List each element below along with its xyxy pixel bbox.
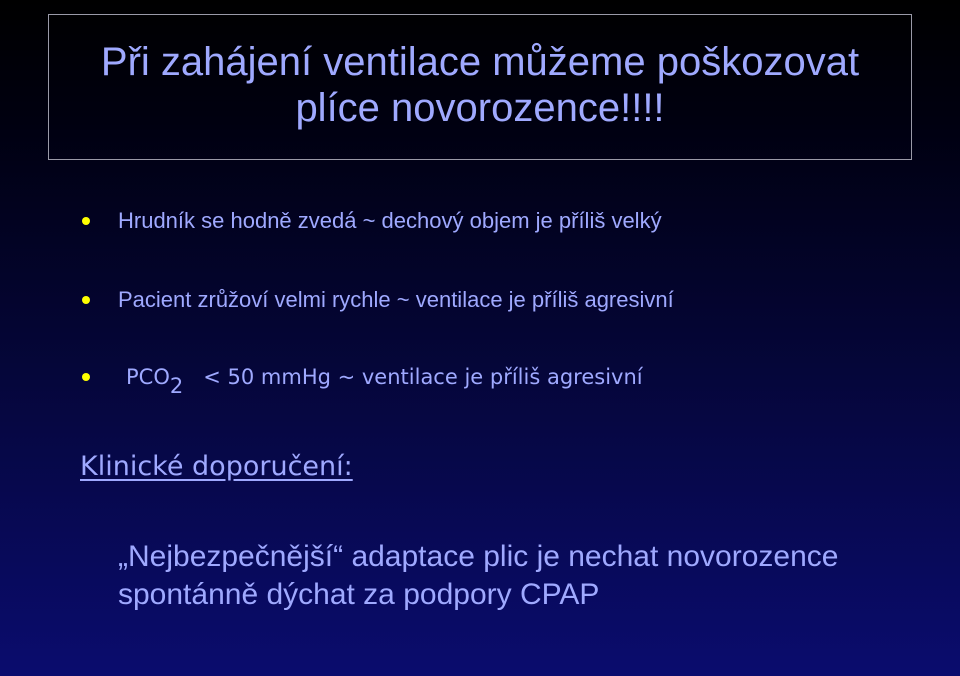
bullet-text-2: Pacient zrůžoví velmi rychle ~ ventilace je příliš agresivní: [118, 287, 674, 312]
bullet-text-1: Hrudník se hodně zvedá ~ dechový objem je příliš velký: [118, 208, 662, 233]
bullet-dot-icon: [82, 373, 90, 381]
recommendation-line-2: spontánně dýchat za podpory CPAP: [118, 578, 600, 611]
pco-text: < 50 mmHg ~ ventilace je příliš agresivní: [203, 365, 643, 389]
title-frame: [48, 14, 912, 160]
bullet-dot-icon: [82, 296, 90, 304]
bullet-text-3: [126, 364, 643, 398]
recommendation-heading: Klinické doporučení:: [80, 451, 353, 482]
recommendation-text: [118, 538, 838, 614]
pco-subscript: 2: [169, 374, 184, 398]
bullet-dot-icon: [82, 217, 90, 225]
title-line-2: plíce novorozence!!!!: [295, 86, 665, 130]
slide-title: [49, 39, 911, 131]
recommendation-line-1: „Nejbezpečnější“ adaptace plic je nechat novorozence: [118, 540, 839, 573]
title-line-1: Při zahájení ventilace můžeme poškozovat: [100, 40, 860, 84]
pco-label: PCO: [126, 365, 170, 389]
